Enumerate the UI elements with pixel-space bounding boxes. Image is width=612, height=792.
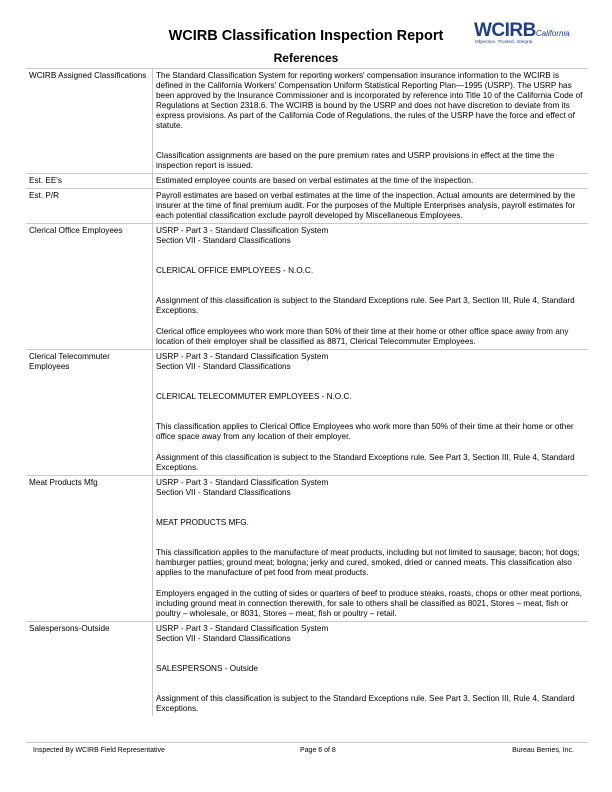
reference-row [26,224,588,350]
spacer [156,246,585,266]
reference-description [153,622,589,717]
page-number: Page 6 of 8 [300,747,336,754]
description-paragraph: Assignment of this classification is subject to the Standard Exceptions rule. See Part 3, Section III, Rule 4, Standard Exceptions. [156,296,575,315]
section-title: References [273,51,339,65]
reference-description [153,350,589,476]
logo-word: WCIRB [474,20,536,41]
reference-term: WCIRB Assigned Classifications [26,69,153,174]
description-paragraph: Classification assignments are based on the pure premium rates and USRP provisions in effect at the time the inspection report is issued. [156,151,555,170]
spacer [156,442,585,453]
classification-heading: CLERICAL OFFICE EMPLOYEES - N.O.C. [156,266,314,275]
reference-row [26,69,588,174]
description-paragraph: This classification applies to Clerical Office Employees who work more than 50% of their time at their home or other office space away from any location of their employer. [156,422,574,441]
reference-row [26,350,588,476]
reference-description [153,189,589,224]
reference-description [153,174,589,189]
wcirb-logo [474,20,574,50]
reference-term: Est. P/R [26,189,153,224]
spacer [156,316,585,327]
footer-inspector: Inspected By WCIRB Field Representative [33,747,165,754]
spacer [156,402,585,422]
footer-rule [26,742,588,744]
spacer [156,498,585,518]
references-table [26,68,588,716]
usrp-source: USRP - Part 3 - Standard Classification System [156,352,329,361]
reference-term: Clerical Telecommuter Employees [26,350,153,476]
spacer [156,372,585,392]
logo-suffix: California [535,29,570,38]
description-paragraph: This classification applies to the manufacture of meat products, including but not limited to sausage; bacon; hot dogs; hamburger patties; ground meat; bologna; jerky and cured, smoked, dried or canned meats. This classification also applies to the manufacture of pet food from meat products. [156,548,580,577]
description-paragraph: Estimated employee counts are based on verbal estimates at the time of the inspection. [156,176,474,185]
usrp-section: Section VII - Standard Classifications [156,634,291,643]
reference-row [26,622,588,717]
description-paragraph: Payroll estimates are based on verbal estimates at the time of the inspection. Actual amounts are determined by the insurer at the time of final premium audit. For the purposes of the Multiple Enterprises analysis, payroll estimates for each potential classification exclude payroll developed by Miscellaneous Employees. [156,191,576,220]
description-paragraph: Assignment of this classification is subject to the Standard Exceptions rule. See Part 3, Section III, Rule 4, Standard Exceptions. [156,453,575,472]
footer-company: Bureau Berries, Inc. [512,747,574,754]
reference-row [26,189,588,224]
spacer [156,276,585,296]
classification-heading: CLERICAL TELECOMMUTER EMPLOYEES - N.O.C. [156,392,352,401]
description-paragraph: Clerical office employees who work more than 50% of their time at their home or other office space away from any location of their employer shall be classified as 8871, Clerical Telecommuter Employees. [156,327,569,346]
usrp-source: USRP - Part 3 - Standard Classification System [156,478,329,487]
spacer [156,674,585,694]
classification-heading: MEAT PRODUCTS MFG. [156,518,249,527]
report-title: WCIRB Classification Inspection Report [168,28,444,44]
description-paragraph: The Standard Classification System for reporting workers' compensation insurance information to the WCIRB is defined in the California Workers' Compensation Uniform Statistical Reporting Plan—1995 (USRP). The USRP has been approved by the Insurance Commissioner and is incorporated by reference into Title 10 of the California Code of Regulations at Section 2318.6. The WCIRB is bound by the USRP and does not have discretion to deviate from its express provisions. As part of the California Code of Regulations, the rules of the USRP have the force and effect of statute. [156,71,583,130]
reference-term: Est. EE's [26,174,153,189]
usrp-section: Section VII - Standard Classifications [156,236,291,245]
spacer [156,131,585,151]
reference-term: Meat Products Mfg [26,476,153,622]
logo-tagline: Objective. Trusted. Integral. [475,40,534,45]
usrp-section: Section VII - Standard Classifications [156,488,291,497]
reference-description [153,476,589,622]
reference-term: Clerical Office Employees [26,224,153,350]
classification-heading: SALESPERSONS - Outside [156,664,258,673]
spacer [156,528,585,548]
usrp-source: USRP - Part 3 - Standard Classification System [156,226,329,235]
report-header [0,0,612,70]
reference-row [26,174,588,189]
description-paragraph: Employers engaged in the cutting of sides or quarters of beef to produce steaks, roasts, chops or other meat portions, including ground meat in connection therewith, for sale to others shall be classified as 8021, Stores – meat, fish or poultry – wholesale, or 8031, Stores – meat, fish or poultry – retail. [156,589,582,618]
usrp-section: Section VII - Standard Classifications [156,362,291,371]
spacer [156,644,585,664]
reference-term: Salespersons-Outside [26,622,153,717]
reference-row [26,476,588,622]
description-paragraph: Assignment of this classification is subject to the Standard Exceptions rule. See Part 3, Section III, Rule 4, Standard Exceptions. [156,694,575,713]
usrp-source: USRP - Part 3 - Standard Classification System [156,624,329,633]
spacer [156,578,585,589]
reference-description [153,69,589,174]
reference-description [153,224,589,350]
